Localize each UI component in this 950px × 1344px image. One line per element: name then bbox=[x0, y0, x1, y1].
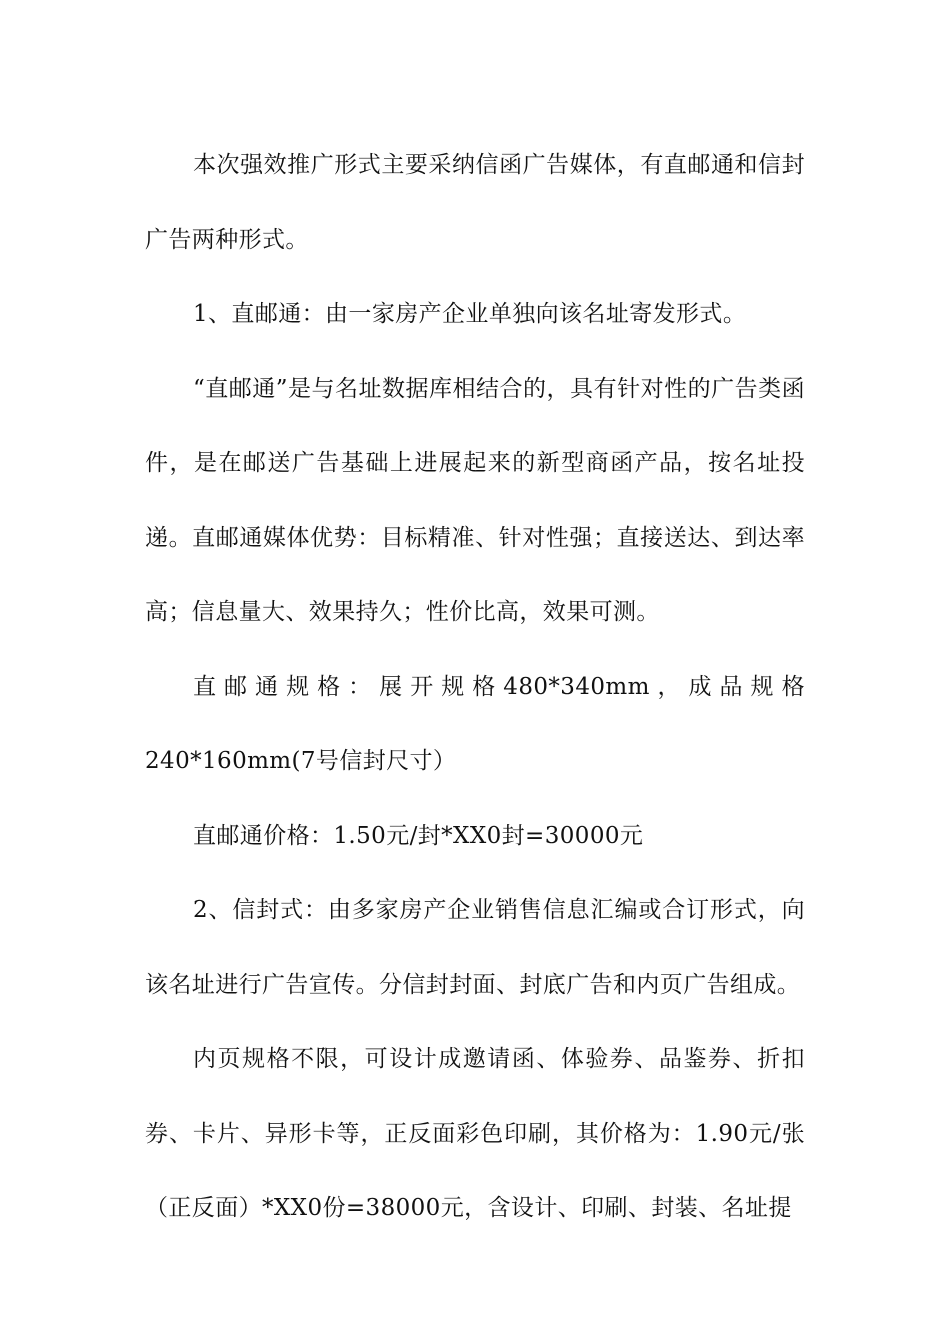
paragraph-direct-mail-spec: 直邮通规格：展开规格480*340mm，成品规格240*160mm(7号信封尺寸） bbox=[145, 673, 805, 774]
paragraph-direct-mail-heading: 1、直邮通：由一家房产企业单独向该名址寄发形式。 bbox=[193, 301, 747, 327]
paragraph-direct-mail-description: “直邮通”是与名址数据库相结合的，具有针对性的广告类函件，是在邮送广告基础上进展起来的新型商函产品，按名址投递。直邮通媒体优势：目标精准、针对性强；直接送达、到达率高；信息量大、效果持久；性价比高，效果可测。 bbox=[145, 375, 805, 625]
document-body bbox=[145, 128, 805, 1246]
paragraph-envelope-heading: 2、信封式：由多家房产企业销售信息汇编或合订形式，向该名址进行广告宣传。分信封封面、封底广告和内页广告组成。 bbox=[145, 897, 805, 998]
paragraph-inner-page-spec: 内页规格不限，可设计成邀请函、体验券、品鉴券、折扣券、卡片、异形卡等，正反面彩色印刷，其价格为：1.90元/张（正反面）*XX0份=38000元，含设计、印刷、封装、名址提 bbox=[145, 1046, 805, 1221]
paragraph-intro: 本次强效推广形式主要采纳信函广告媒体，有直邮通和信封广告两种形式。 bbox=[145, 152, 805, 253]
paragraph-direct-mail-price: 直邮通价格：1.50元/封*XX0封=30000元 bbox=[193, 822, 644, 849]
